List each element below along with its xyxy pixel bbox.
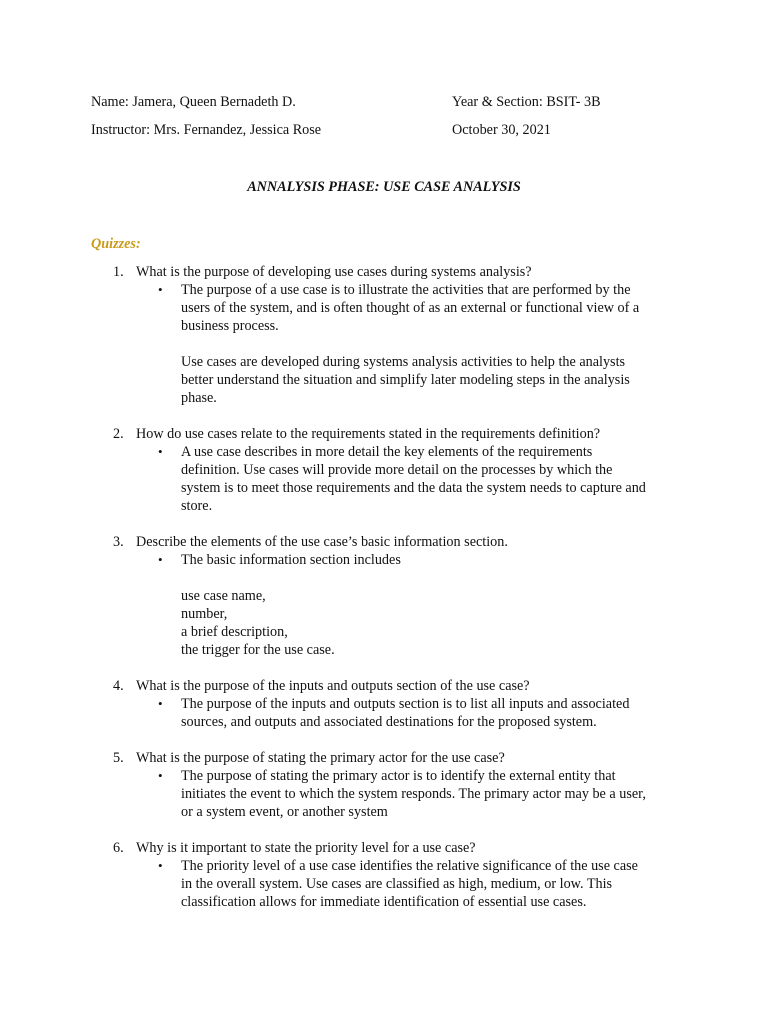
answer-text: A use case describes in more detail the key elements of the requirements definition. Use cases will provide more detail on the processes by which the system is to meet those requirements and the data the system needs to capture and store.	[181, 444, 646, 514]
question-number: 5.	[113, 750, 124, 766]
answer-text: The purpose of stating the primary actor is to identify the external entity that initiates the event to which the system responds. The primary actor may be a user, or a system event, or another system	[181, 768, 646, 820]
bullet-icon: •	[158, 858, 163, 873]
question-number: 2.	[113, 426, 124, 442]
answer-text: The purpose of the inputs and outputs section is to list all inputs and associated sources, and outputs and associated destinations for the proposed system.	[181, 696, 630, 730]
question-number: 6.	[113, 840, 124, 856]
bullet-icon: •	[158, 282, 163, 297]
question-text: What is the purpose of developing use cases during systems analysis?	[136, 264, 532, 280]
answer-text: The priority level of a use case identifies the relative significance of the use case in the overall system. Use cases are classified as high, medium, or low. This classification allows for immediate identification of essential use cases.	[181, 858, 638, 910]
section-label-quizzes: Quizzes:	[91, 236, 141, 252]
year-section: Year & Section: BSIT- 3B	[452, 94, 601, 110]
bullet-icon: •	[158, 768, 163, 783]
question-number: 3.	[113, 534, 124, 550]
question-text: How do use cases relate to the requirements stated in the requirements definition?	[136, 426, 601, 442]
question-text: What is the purpose of stating the primary actor for the use case?	[136, 750, 505, 766]
answer-text: The basic information section includes use case name, number, a brief description, the trigger for the use case.	[181, 552, 401, 658]
bullet-icon: •	[158, 444, 163, 459]
instructor-name: Instructor: Mrs. Fernandez, Jessica Rose	[91, 122, 322, 138]
question-number: 4.	[113, 678, 124, 694]
document-title: ANNALYSIS PHASE: USE CASE ANALYSIS	[247, 179, 521, 195]
document-date: October 30, 2021	[452, 122, 551, 138]
answer-text: The purpose of a use case is to illustrate the activities that are performed by the users of the system, and is often thought of as an external or functional view of a business process. Use cases are developed during systems analysis activities to help the analysts better understand the situation and simplify later modeling steps in the analysis phase.	[181, 282, 640, 406]
question-text: What is the purpose of the inputs and outputs section of the use case?	[136, 678, 530, 694]
question-text: Describe the elements of the use case’s basic information section.	[136, 534, 508, 550]
bullet-icon: •	[158, 552, 163, 567]
bullet-icon: •	[158, 696, 163, 711]
student-name: Name: Jamera, Queen Bernadeth D.	[91, 94, 296, 110]
question-text: Why is it important to state the priority level for a use case?	[136, 840, 476, 856]
question-number: 1.	[113, 264, 124, 280]
